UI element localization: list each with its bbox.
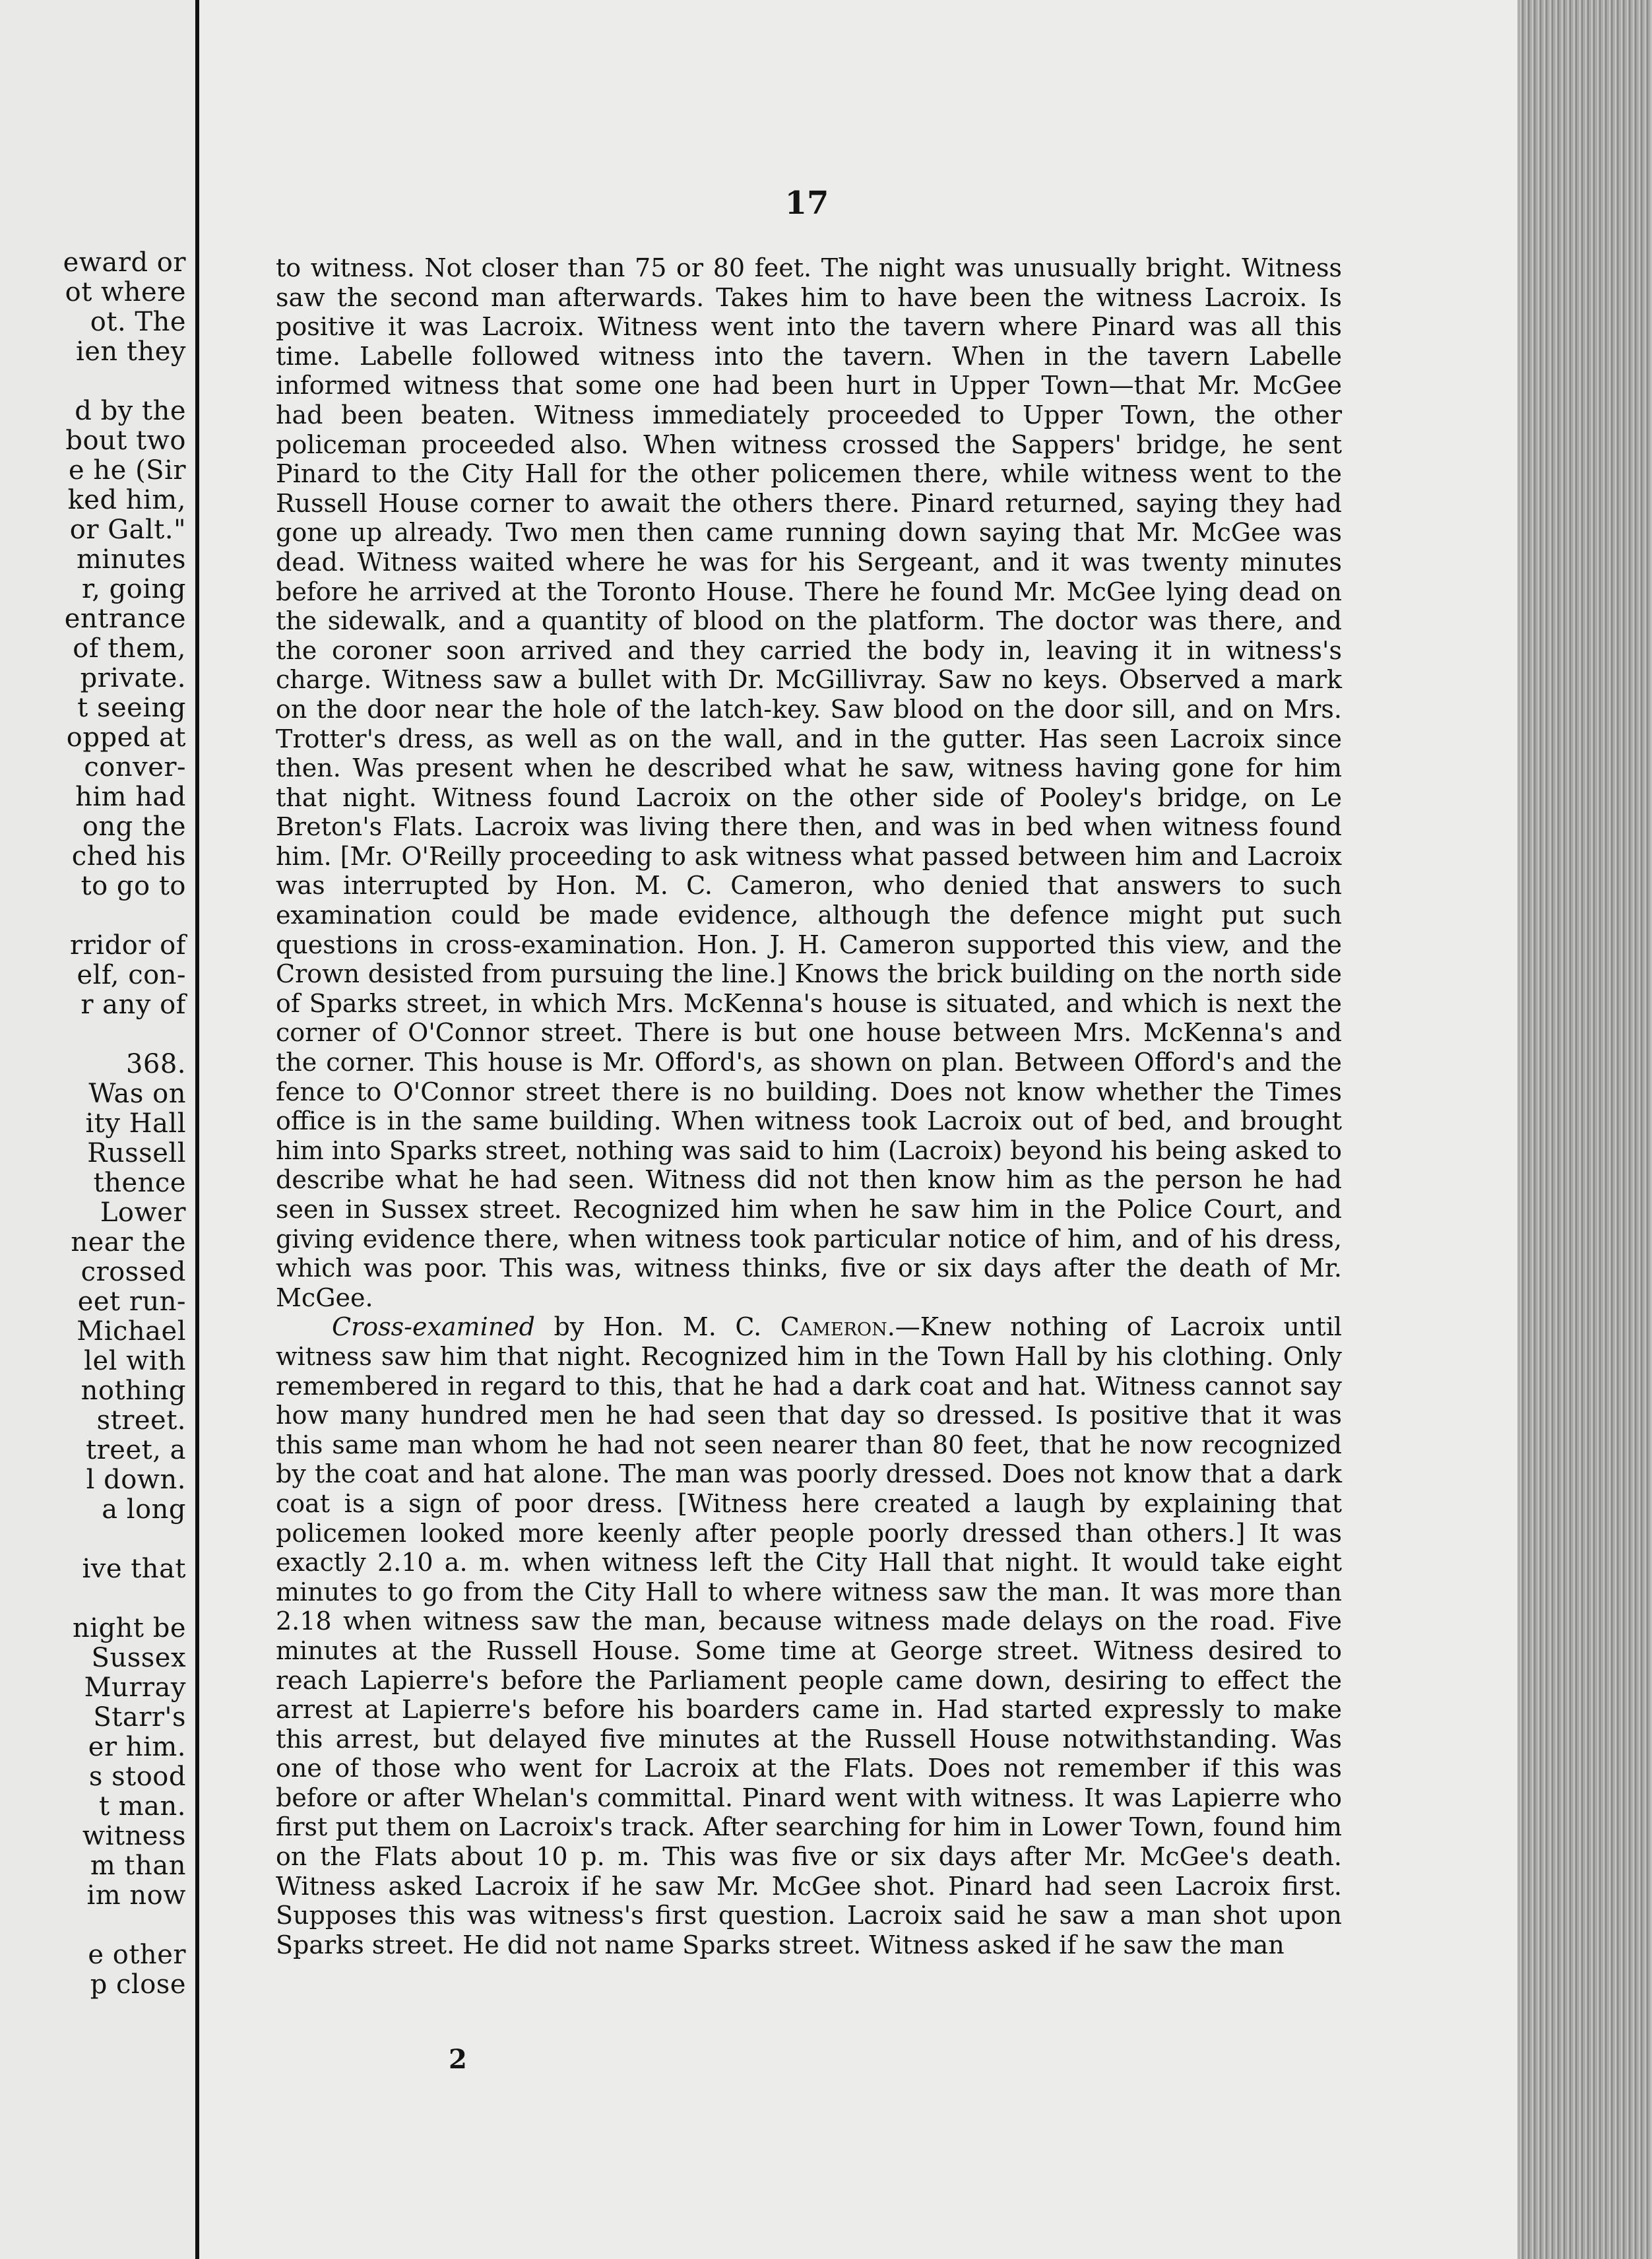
page-number: 17 bbox=[784, 185, 829, 222]
facing-page-line: near the bbox=[71, 1227, 186, 1257]
facing-page-line: s stood bbox=[88, 1762, 186, 1792]
facing-page-line: d by the bbox=[75, 396, 186, 426]
facing-page-line: im now bbox=[86, 1880, 186, 1911]
facing-page-line: Starr's bbox=[93, 1702, 186, 1733]
facing-page-line: lel with bbox=[84, 1346, 186, 1376]
facing-page-line: entrance bbox=[64, 604, 186, 634]
facing-page-line: him had bbox=[75, 782, 186, 812]
facing-page-line: private. bbox=[80, 663, 186, 693]
facing-page-line: elf, con- bbox=[77, 960, 186, 990]
facing-page-line: or Galt." bbox=[69, 515, 186, 545]
facing-page-line: crossed bbox=[80, 1257, 186, 1287]
cross-examined-label: Cross-examined bbox=[332, 1312, 536, 1342]
facing-page-line: rridor of bbox=[70, 930, 186, 961]
facing-page-line: of them, bbox=[73, 633, 186, 664]
facing-page-line: 368. bbox=[125, 1049, 186, 1079]
facing-page-line: to go to bbox=[80, 871, 186, 901]
facing-page-line: night be bbox=[73, 1613, 186, 1643]
facing-page-line: witness bbox=[82, 1821, 186, 1851]
facing-page bbox=[0, 0, 195, 2259]
facing-page-line: street. bbox=[96, 1405, 186, 1436]
paragraph bbox=[276, 1312, 1342, 1959]
facing-page-line: Michael bbox=[77, 1316, 186, 1347]
facing-page-line: minutes bbox=[76, 544, 186, 575]
facing-page-line: l down. bbox=[86, 1465, 186, 1495]
facing-page-line: conver- bbox=[84, 752, 186, 782]
facing-page-line: e he (Sir bbox=[69, 455, 186, 486]
facing-page-line: bout two bbox=[65, 426, 186, 456]
facing-page-line: opped at bbox=[66, 722, 186, 753]
facing-page-line: r, going bbox=[81, 574, 186, 604]
paragraph: to witness. Not closer than 75 or 80 feet. The night was unusually bright. Witness saw the second man afterwards. Takes him to have been the witness Lacroix. Is positive it was Lacroix. Witness went into the tavern where Pinard was all this time. Labelle followed witness into the tavern. When in the tavern Labelle informed witness that some one had been hurt in Upper Town—that Mr. McGee had been beaten. Witness immediately proceeded to Upper Town, the other policeman proceeded also. When witness crossed the Sappers' bridge, he sent Pinard to the City Hall for the other policemen there, while witness went to the Russell House corner to await the others there. Pinard returned, saying they had gone up already. Two men then came running down saying that Mr. McGee was dead. Witness waited where he was for his Sergeant, and it was twenty minutes before he arrived at the Toronto House. There he found Mr. McGee lying dead on the sidewalk, and a quantity of blood on the platform. The doctor was there, and the coroner soon arrived and they carried the body in, leaving it in witness's charge. Witness saw a bullet with Dr. McGillivray. Saw no keys. Observed a mark on the door near the hole of the latch-key. Saw blood on the door sill, and on Mrs. Trotter's dress, as well as on the wall, and in the gutter. Has seen Lacroix since then. Was present when he described what he saw, witness having gone for him that night. Witness found Lacroix on the other side of Pooley's bridge, on Le Breton's Flats. Lacroix was living there then, and was in bed when witness found him. [Mr. O'Reilly proceeding to ask witness what passed between him and Lacroix was interrupted by Hon. M. C. Cameron, who denied that answers to such examination could be made evidence, although the defence might put such questions in cross-examination. Hon. J. H. Cameron supported this view, and the Crown desisted from pursuing the line.] Knows the brick building on the north side of Sparks street, in which Mrs. McKenna's house is situated, and which is next the corner of O'Connor street. There is but one house between Mrs. McKenna's and the corner. This house is Mr. Offord's, as shown on plan. Between Offord's and the fence to O'Connor street there is no building. Does not know whether the Times office is in the same building. When witness took Lacroix out of bed, and brought him into Sparks street, nothing was said to him (Lacroix) beyond his being asked to describe what he had seen. Witness did not then know him as the person he had seen in Sussex street. Recognized him when he saw him in the Police Court, and giving evidence there, when witness took particular notice of him, and of his dress, which was poor. This was, witness thinks, five or six days after the death of Mr. McGee. bbox=[276, 253, 1342, 1312]
facing-page-line: ong the bbox=[82, 811, 186, 842]
facing-page-line: Russell bbox=[87, 1138, 186, 1168]
book-page-edges bbox=[1519, 0, 1652, 2259]
facing-page-line: ive that bbox=[82, 1554, 186, 1584]
facing-page-line: Murray bbox=[84, 1672, 186, 1703]
facing-page-line: r any of bbox=[80, 990, 186, 1020]
facing-page-line: ked him, bbox=[67, 485, 186, 515]
facing-page-line: t man. bbox=[98, 1791, 186, 1822]
examiner-prefix: by Hon. M. C. bbox=[535, 1312, 780, 1342]
facing-page-line: ien they bbox=[75, 336, 186, 367]
facing-page-line: thence bbox=[93, 1168, 186, 1198]
facing-page-line: eward or bbox=[63, 247, 186, 278]
signature-mark: 2 bbox=[449, 2044, 467, 2075]
facing-page-line: t seeing bbox=[77, 693, 186, 723]
facing-page-line: ot. The bbox=[90, 307, 186, 337]
facing-page-line: eet run- bbox=[77, 1287, 186, 1317]
facing-page-line: ity Hall bbox=[85, 1108, 186, 1139]
facing-page-line: Was on bbox=[88, 1079, 186, 1109]
facing-page-line: Lower bbox=[100, 1197, 186, 1228]
facing-page-line: p close bbox=[90, 1969, 186, 2000]
facing-page-line: treet, a bbox=[86, 1435, 186, 1465]
facing-page-line: m than bbox=[90, 1851, 186, 1881]
facing-page-line: e other bbox=[88, 1940, 186, 1970]
paragraph-text: .—Knew nothing of Lacroix until witness saw him that night. Recognized him in the Town Hall by his clothing. Only remembered in regard to this, that he had a dark coat and hat. Witness cannot say how many hundred men he had seen that day so dressed. Is positive that it was this same man whom he had not seen nearer than 80 feet, that he now recognized by the coat and hat alone. The man was poorly dressed. Does not know that a dark coat is a sign of poor dress. [Witness here created a laugh by explaining that policemen looked more keenly after people poorly dressed than others.] It was exactly 2.10 a. m. when witness left the City Hall that night. It would take eight minutes to go from the City Hall to where witness saw the man. It was more than 2.18 when witness saw the man, because witness made delays on the road. Five minutes at the Russell House. Some time at George street. Witness desired to reach Lapierre's before the Parliament people came down, desiring to effect the arrest at Lapierre's before his boarders came in. Had started expressly to make this arrest, but delayed five minutes at the Russell House notwithstanding. Was one of those who went for Lacroix at the Flats. Does not remember if this was before or after Whelan's committal. Pinard went with witness. It was Lapierre who first put them on Lacroix's track. After searching for him in Lower Town, found him on the Flats about 10 p. m. This was five or six days after Mr. McGee's death. Witness asked Lacroix if he saw Mr. McGee shot. Pinard had seen Lacroix first. Supposes this was witness's first question. Lacroix said he saw a man shot upon Sparks street. He did not name Sparks street. Witness asked if he saw the man bbox=[276, 1312, 1342, 1959]
facing-page-line: nothing bbox=[80, 1376, 186, 1406]
facing-page-line: er him. bbox=[88, 1732, 186, 1762]
facing-page-line: a long bbox=[102, 1494, 186, 1525]
body-text bbox=[276, 253, 1342, 1959]
facing-page-line: Sussex bbox=[91, 1643, 186, 1673]
facing-page-line: ched his bbox=[71, 841, 186, 872]
examiner-name: Cameron bbox=[780, 1312, 887, 1342]
facing-page-line: ot where bbox=[65, 277, 186, 307]
